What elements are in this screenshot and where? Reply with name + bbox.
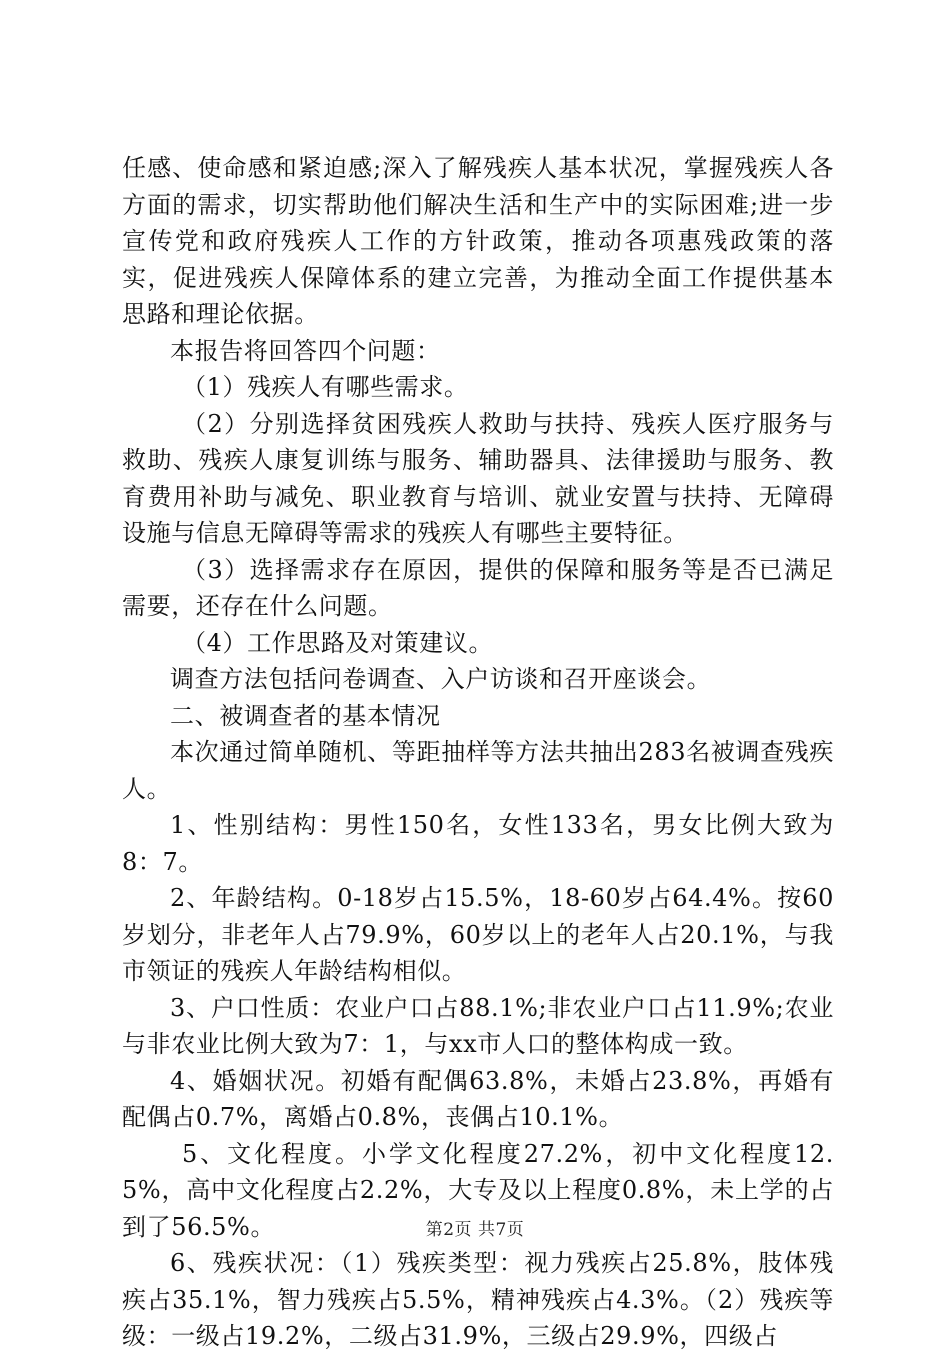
page-footer: 第2页 共7页 (425, 1220, 525, 1240)
paragraph-question-1: （1）残疾人有哪些需求。 (182, 373, 469, 401)
paragraph-question-2: （2）分别选择贫困残疾人救助与扶持、残疾人医疗服务与救助、残疾人康复训练与服务、辅助器具、法律援助与服务、教育费用补助与减免、职业教育与培训、就业安置与扶持、无障碍设施与信息无障碍等需求的残疾人有哪些主要特征。 (122, 409, 834, 547)
paragraph-survey-methods: 调查方法包括问卷调查、入户访谈和召开座谈会。 (170, 665, 712, 693)
paragraph-intro-continuation: 任感、使命感和紧迫感;深入了解残疾人基本状况，掌握残疾人各方面的需求，切实帮助他们解决生活和生产中的实际困难;进一步宣传党和政府残疾人工作的方针政策，推动各项惠残政策的落实，促进残疾人保障体系的建立完善，为推动全面工作提供基本思路和理论依据。 (122, 154, 834, 328)
paragraph-marital-status: 4、婚姻状况。初婚有配偶63.8%，未婚占23.8%，再婚有配偶占0.7%，离婚占0.8%，丧偶占10.1%。 (122, 1066, 834, 1131)
paragraph-disability-status: 6、残疾状况：（1）残疾类型：视力残疾占25.8%，肢体残疾占35.1%，智力残疾占5.5%，精神残疾占4.3%。（2）残疾等级：一级占19.2%，二级占31.9%，三级占29.9%，四级占 (122, 1249, 834, 1350)
paragraph-education-level: 5、文化程度。小学文化程度27.2%，初中文化程度12.5%，高中文化程度占2.2%，大专及以上程度0.8%，未上学的占到了56.5%。 (122, 1139, 834, 1241)
paragraph-question-4: （4）工作思路及对策建议。 (182, 628, 494, 657)
paragraph-gender-structure: 1、性别结构：男性150名，女性133名，男女比例大致为8：7。 (122, 811, 834, 876)
paragraph-question-3: （3）选择需求存在原因，提供的保障和服务等是否已满足需要，还存在什么问题。 (122, 555, 834, 620)
document-body (122, 150, 834, 1355)
paragraph-sampling: 本次通过简单随机、等距抽样等方法共抽出283名被调查残疾人。 (122, 738, 834, 803)
section-heading-basic-info: 二、被调查者的基本情况 (170, 701, 441, 730)
paragraph-age-structure: 2、年龄结构。0-18岁占15.5%，18-60岁占64.4%。按60岁划分，非老年人占79.9%，60岁以上的老年人占20.1%，与我市领证的残疾人年龄结构相似。 (122, 884, 834, 985)
paragraph-report-questions: 本报告将回答四个问题： (170, 336, 441, 365)
paragraph-household-type: 3、户口性质：农业户口占88.1%;非农业户口占11.9%;农业与非农业比例大致为7：1，与xx市人口的整体构成一致。 (122, 993, 834, 1058)
